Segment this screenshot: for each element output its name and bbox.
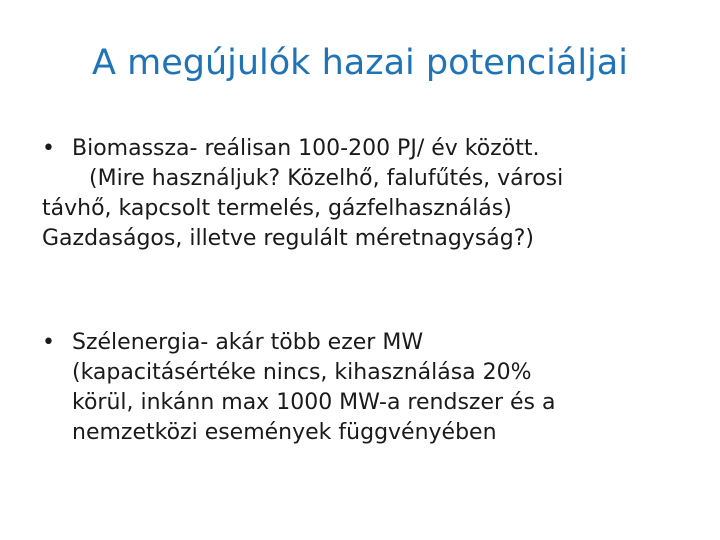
bullet-line: Biomassza- reálisan 100-200 PJ/ év között. <box>72 136 540 161</box>
slide-title: A megújulók hazai potenciáljai <box>92 43 628 83</box>
bullet-line: körül, inkánn max 1000 MW-a rendszer és a <box>72 390 556 415</box>
bullet-line: nemzetközi események függvényében <box>72 420 497 445</box>
bullet-marker: • <box>42 330 55 355</box>
bullet-line: Gazdaságos, illetve regulált méretnagyság?) <box>42 226 534 251</box>
bullet-wind <box>42 328 682 448</box>
bullet-line: távhő, kapcsolt termelés, gázfelhasználás) <box>42 196 512 221</box>
bullet-marker: • <box>42 136 55 161</box>
bullet-line: (kapacitásértéke nincs, kihasználása 20% <box>72 360 532 385</box>
bullet-biomass <box>42 134 682 254</box>
bullet-line: (Mire használjuk? Közelhő, falufűtés, városi <box>89 166 564 191</box>
bullet-line: Szélenergia- akár több ezer MW <box>72 330 424 355</box>
